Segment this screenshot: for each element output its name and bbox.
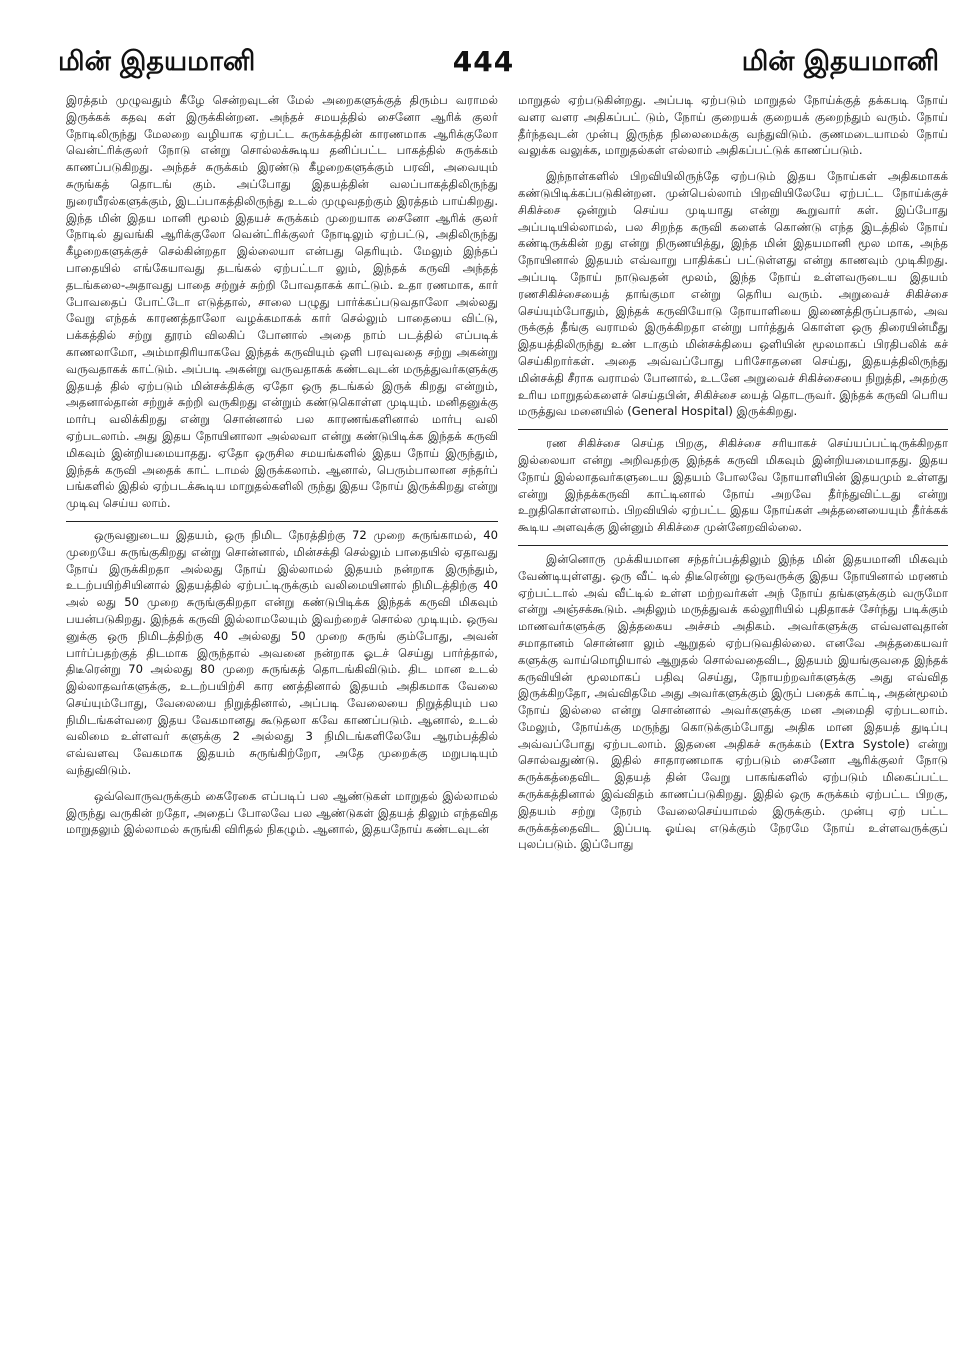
running-header-left: மின் இதயமானி <box>58 46 256 77</box>
paragraph: மாறுதல் ஏற்படுகின்றது. அப்படி ஏற்படும் மாறுதல் நோய்க்குத் தக்கபடி நோய் வளர வளர அதிகப்பட் டும், நோய் குறையக் குறையக் குறைந்தும் வரும். நோய் தீர்ந்தவுடன் முன்பு இருந்த நிலைமைக்கு வந்துவிடும். குணமடையாமல் நோய் வலுக்க வலுக்க, மாறுதல்கள் எல்லாம் அதிகப்பட்டுக் காணப்படும். <box>518 93 948 158</box>
paragraph: ஒவ்வொருவருக்கும் கைரேகை எப்படிப் பல ஆண்டுகள் மாறுதல் இல்லாமல் இருந்து வருகின் றதோ, அதைப் போலவே பல ஆண்டுகள் இதயத் திலும் எந்தவித மாறுதலும் இல்லாமல் சுருங்கி விரிதல் நிகழும். ஆனால், இதயநோய் கண்டவுடன் <box>66 788 498 837</box>
running-header-right: மின் இதயமானி <box>741 46 939 77</box>
page-number: 444 <box>452 45 515 78</box>
right-column <box>518 92 948 1344</box>
paragraph: ஒருவனுடைய இதயம், ஒரு நிமிட நேரத்திற்கு 72 முறை சுருங்காமல், 40 முறையே சுருங்குகிறது என்று சொன்னால், மின்சக்தி செல்லும் பாதையில் ஏதாவது நோய் இருக்கிறதா அல்லது நோய் இல்லாமல் இதயம் நன்றாக இருந்தும், உடற்பயிற்சியினால் இதயத்தில் ஏற்பட்டிருக்கும் வலிமையினால் நிமிடத்திற்கு 40 அல் லது 50 முறை சுருங்குகிறதா என்று கண்டுபிடிக்க இந்தக் கருவி மிகவும் பயன்படுகிறது. இந்தக் கருவி இல்லாமலேயும் இவற்றைச் சொல்ல முடியும். ஒருவ னுக்கு ஒரு நிமிடத்திற்கு 40 அல்லது 50 முறை சுருங் கும்போது, அவன் பார்ப்பதற்குத் திடமாக இருந்தால் அவனை நன்றாக ஓடச் செய்து பார்த்தால், திடீரென்று 70 அல்லது 80 முறை சுருங்கத் தொடங்கிவிடும். திட மான உடல் இல்லாதவர்களுக்கு, உடற்பயிற்சி கார ணத்தினால் இதயம் அதிகமாக வேலை செய்யும்போது, வேலையை நிறுத்தினால், அப்படி வேலையை நிறுத்தியும் பல நிமிடங்கள்வரை இதய வேகமானது கூடுதலா கவே காணப்படும். ஆனால், உடல் வலிமை உள்ளவர் களுக்கு 2 அல்லது 3 நிமிடங்களிலேயே ஆரம்பத்தில் எவ்வளவு வேகமாக இதயம் சுருங்கிற்றோ, அதே முறைக்கு மறுபடியும் வந்துவிடும். <box>66 521 498 779</box>
paragraph: இரத்தம் முழுவதும் கீழே சென்றவுடன் மேல் அறைகளுக்குத் திரும்ப வராமல் இருக்கக் கதவு கள் இருக்கின்றன. அந்தச் சமயத்தில் சைனோ ஆரிக் குலர் நோடிலிருந்து மேலறை வழியாக ஏற்பட்ட சுருக்கத்தின் காரணமாக ஆரிக்குலோ வென்ட்ரிக்குலர் நோடு என்று சொல்லக்கூடிய தனிப்பட்ட பாகத்தில் சுருக்கம் காணப்படுகிறது. அந்தச் சுருக்கம் இரண்டு கீழறைகளுக்கும் பரவி, அவையும் சுருங்கத் தொடங் கும். அப்போது இதயத்தின் வலப்பாகத்திலிருந்து நுரையீரல்களுக்கும், இடப்பாகத்திலிருந்து உடல் முழுவதற்கும் இரத்தம் பாய்கிறது. இந்த மின் இதய மானி மூலம் இதயச் சுருக்கம் முறையாக சைனோ ஆரிக் குலர் நோடில் துவங்கி ஆரிக்குலோ வென்ட்ரிக்குலர் நோடிலும் ஏற்பட்டு, அதிலிருந்து கீழறைகளுக்குச் செல்கின்றதா இல்லையா என்பது தெரியும். மேலும் இந்தப் பாதையில் எங்கேயாவது தடங்கல் ஏற்பட்டா லும், இந்தக் கருவி அந்தத் தடங்கலை-அதாவது பாதை சற்றுச் சுற்றி போவதாகக் காட்டும். உதா ரணமாக, கார் போவதைப் போட்டோ எடுத்தால், சாலை பழுது பார்க்கப்படுவதாலோ அல்லது வேறு எந்தக் காரணத்தாலோ வழக்கமாகக் கார் செல்லும் பாதையை விட்டு, பக்கத்தில் சற்று தூரம் விலகிப் போனால் அதை நாம் படத்தில் எப்படிக் காணலாமோ, அம்மாதிரியாகவே இந்தக் கருவியும் ஒளி பரவுவதை சற்று அகன்று வருவதாகக் காட்டும். அப்படி அகன்று வருவதாகக் கண்டவுடன் மருத்துவர்களுக்கு இதயத் தில் ஏற்படும் மின்சக்திக்கு ஏதோ ஒரு தடங்கல் இருக் கிறது என்றும், அதனால்தான் சற்றுச் சுற்றி வருகிறது என்றும் கண்டுகொள்ள முடியும். மனிதனுக்கு மார்பு வலிக்கிறது என்று சொன்னால் பல காரணங்களினால் மார்பு வலி ஏற்படலாம். அது இதய நோயினாலா அல்லவா என்று கண்டுபிடிக்க இந்தக் கருவி மிகவும் இன்றியமையாதது. ஏதோ ஒருசில சமயங்களில் இதய நோய் இருந்தும், இந்தக் கருவி அதைக் காட் டாமல் இருக்கலாம். ஆனால், பெரும்பாலான சந்தர்ப் பங்களில் இதில் ஏற்படக்கூடிய மாறுதல்களிலி ருந்து இதய நோய் இருக்கிறது என்று முடிவு செய்ய லாம். <box>66 93 498 511</box>
paragraph: இந்நாள்களில் பிறவியிலிருந்தே ஏற்படும் இதய நோய்கள் அதிகமாகக் கண்டுபிடிக்கப்படுகின்றன. முன்பெல்லாம் பிறவியிலேயே ஏற்பட்ட நோய்க்குச் சிகிச்சை ஒன்றும் செய்ய முடியாது என்று கூறுவார் கள். இப்போது அப்படியில்லாமல், பல சிறந்த கருவி களைக் கொண்டு எந்த இடத்தில் நோய் கண்டிருக்கின் றது என்று நிருணயித்து, இந்த மின் இதயமானி மூல மாக, அந்த நோயினால் இதயம் எவ்வாறு பாதிக்கப் பட்டுள்ளது என்று காணவும் முடிகிறது. அப்படி நோய் நாடுவதன் மூலம், இந்த நோய் உள்ளவருடைய இதயம் ரணசிகிச்சையைத் தாங்குமா என்று தெரிய வரும். அறுவைச் சிகிச்சை செய்யும்போதும், இந்தக் கருவியோடு நோயாளியை இணைத்திருப்பதால், அவ ருக்குத் தீங்கு வராமல் இருக்கிறதா என்று பார்த்துக் கொள்ள ஒரு திரையின்மீது இதயத்திலிருந்து உண் டாகும் மின்சக்தியை ஒளியின் மூலமாகப் பிரதிபலிக் கச் செய்கிறார்கள். அதை அவ்வப்போது பரிசோதனை செய்து, இதயத்திலிருந்து மின்சக்தி சீராக வராமல் போனால், உடனே அறுவைச் சிகிச்சையை நிறுத்தி, அதற்கு உரிய மாறுதல்களைச் செய்தபின், சிகிச்சை யைத் தொடருவர். இந்தக் கருவி பெரிய மருத்துவ மனையில் (General Hospital) இருக்கிறது. <box>518 169 948 419</box>
paragraph: இன்னொரு முக்கியமான சந்தர்ப்பத்திலும் இந்த மின் இதயமானி மிகவும் வேண்டியுள்ளது. ஒரு வீட் டில் திடீரென்று ஒருவருக்கு இதய நோயினால் மரணம் ஏற்பட்டால் அவ் வீட்டில் உள்ள மற்றவர்கள் அந் நோய் தங்களுக்கும் வருமோ என்று அஞ்சக்கூடும். அதிலும் மருத்துவக் கல்லூரியில் புதிதாகச் சேர்ந்து படிக்கும் மாணவர்களுக்கு இத்தகைய அச்சம் அதிகம். அவர்களுக்கு எவ்வளவுதான் சமாதானம் சொன்னா லும் ஆறுதல் ஏற்படுவதில்லை. எனவே அத்தகையவர் களுக்கு வாய்மொழியால் ஆறுதல் சொல்வதைவிட, இதயம் இயங்குவதை இந்தக் கருவியின் மூலமாகப் பதிவு செய்து, நோயற்றவர்களுக்கு அது எவ்வித இருக்கிறதோ, அவ்விதமே அது அவர்களுக்கும் இருப் பதைக் காட்டி, அதன்மூலம் நோய் இல்லை என்று சொன்னால் அவர்களுக்கு மன அமைதி ஏற்படலாம். மேலும், நோய்க்கு மருந்து கொடுக்கும்போது அதிக மான இதயத் துடிப்பு அவ்வப்போது ஏற்படலாம். இதனை அதிகச் சுருக்கம் (Extra Systole) என்று சொல்வதுண்டு. இதில் சாதாரணமாக ஏற்படும் சைனோ ஆரிக்குலர் நோடு சுருக்கத்தைவிட இதயத் தின் வேறு பாகங்களில் ஏற்படும் மிகைப்பட்ட சுருக்கத்தினால் இவ்விதம் காணப்படுகிறது. இதில் ஒரு சுருக்கம் ஏற்பட்ட பிறகு, இதயம் சற்று நேரம் வேலைசெய்யாமல் இருக்கும். முன்பு ஏற் பட்ட சுருக்கத்தைவிட இப்படி ஓய்வு எடுக்கும் நேரமே நோய் உள்ளவருக்குப் புலப்படும். இப்போது <box>518 545 948 853</box>
left-column <box>66 92 498 1344</box>
paragraph: ரண சிகிச்சை செய்த பிறகு, சிகிச்சை சரியாகச் செய்யப்பட்டிருக்கிறதா இல்லையா என்று அறிவதற்கு இந்தக் கருவி மிகவும் இன்றியமையாதது. இதய நோய் இல்லாதவர்களுடைய இதயம் போலவே நோயாளியின் இதயமும் உள்ளது என்று இந்தக்கருவி காட்டினால் நோய் அறவே தீர்ந்துவிட்டது என்று உறுதிகொள்ளலாம். பிறவியில் ஏற்பட்ட இதய நோய்கள் அத்தனையையும் தீர்க்கக் கூடிய அளவுக்கு இன்னும் சிகிச்சை முன்னேறவில்லை. <box>518 429 948 536</box>
